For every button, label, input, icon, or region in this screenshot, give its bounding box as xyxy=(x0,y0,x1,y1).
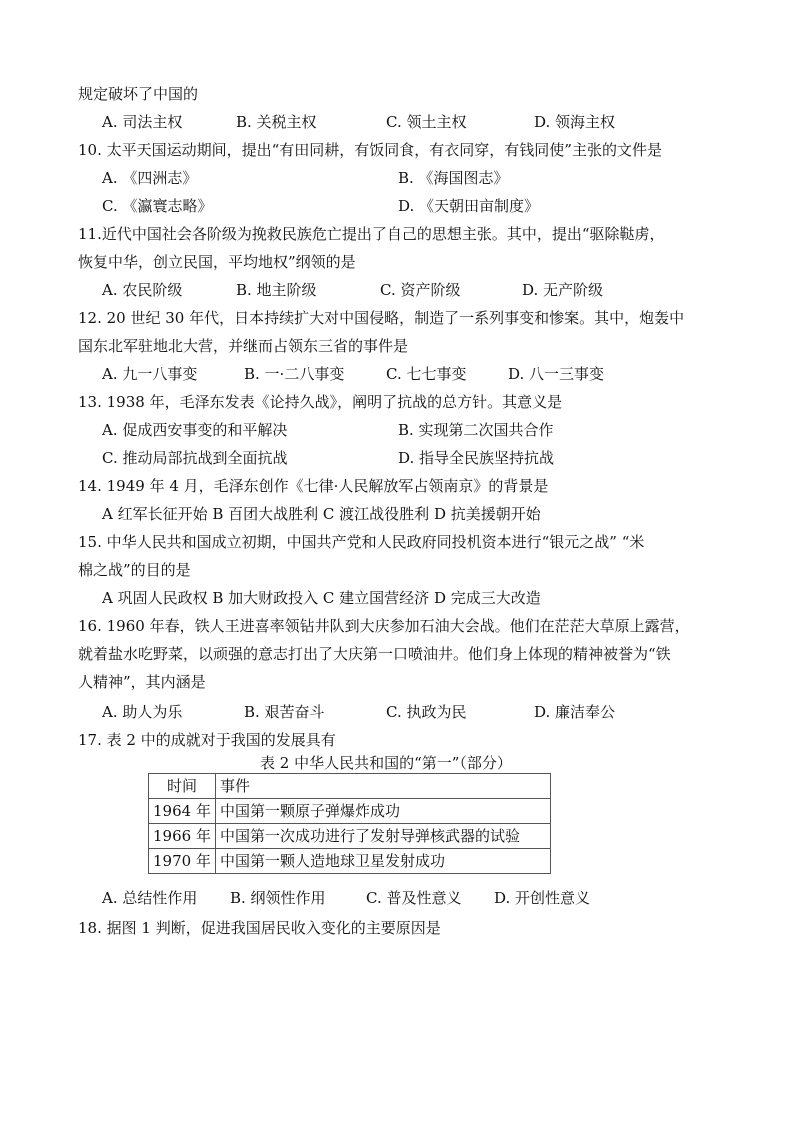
q16-stem-line2: 就着盐水吃野菜，以顽强的意志打出了大庆第一口喷油井。他们身上体现的精神被誉为“铁 xyxy=(78,645,671,663)
table-row xyxy=(149,824,551,849)
q9-option-c: C. 领土主权 xyxy=(386,113,467,131)
q13-stem: 13. 1938 年，毛泽东发表《论持久战》，阐明了抗战的总方针。其意义是 xyxy=(78,393,563,411)
q17-option-c: C. 普及性意义 xyxy=(366,889,462,907)
q15-stem-line1: 15. 中华人民共和国成立初期，中国共产党和人民政府同投机资本进行“银元之战” “米 xyxy=(78,533,645,551)
table-cell-event: 中国第一次成功进行了发射导弹核武器的试验 xyxy=(216,824,551,849)
table-cell-time: 1970 年 xyxy=(149,849,216,874)
q17-stem: 17. 表 2 中的成就对于我国的发展具有 xyxy=(78,731,336,749)
q9-option-d: D. 领海主权 xyxy=(534,113,616,131)
q12-stem-line2: 国东北军驻地北大营，并继而占领东三省的事件是 xyxy=(78,337,409,355)
table-row xyxy=(149,799,551,824)
table-cell-event: 中国第一颗人造地球卫星发射成功 xyxy=(216,849,551,874)
table-cell-time: 1966 年 xyxy=(149,824,216,849)
q12-option-c: C. 七七事变 xyxy=(386,365,467,383)
table2-caption: 表 2 中华人民共和国的“第一”（部分） xyxy=(260,754,512,772)
q10-stem: 10. 太平天国运动期间，提出“有田同耕，有饭同食，有衣同穿，有钱同使”主张的文件是 xyxy=(78,141,662,159)
table-header-cell: 事件 xyxy=(216,774,551,799)
table-cell-event: 中国第一颗原子弹爆炸成功 xyxy=(216,799,551,824)
q12-option-d: D. 八一三事变 xyxy=(508,365,605,383)
table-cell-time: 1964 年 xyxy=(149,799,216,824)
q18-stem: 18. 据图 1 判断，促进我国居民收入变化的主要原因是 xyxy=(78,919,441,937)
q11-option-b: B. 地主阶级 xyxy=(236,281,317,299)
q10-option-d: D. 《天朝田亩制度》 xyxy=(398,197,540,215)
q10-option-a: A. 《四洲志》 xyxy=(102,169,198,187)
q13-option-c: C. 推动局部抗战到全面抗战 xyxy=(102,449,288,467)
q17-option-d: D. 开创性意义 xyxy=(494,889,591,907)
q10-option-c: C. 《瀛寰志略》 xyxy=(102,197,213,215)
q11-option-a: A. 农民阶级 xyxy=(102,281,183,299)
q16-stem-line1: 16. 1960 年春，铁人王进喜率领钻井队到大庆参加石油大会战。他们在茫茫大草原上露营， xyxy=(78,617,690,635)
table-header-cell: 时间 xyxy=(149,774,216,799)
q16-option-a: A. 助人为乐 xyxy=(102,703,183,721)
q10-option-b: B. 《海国图志》 xyxy=(398,169,509,187)
q16-stem-line3: 人精神”，其内涵是 xyxy=(78,673,206,691)
q14-stem: 14. 1949 年 4 月，毛泽东创作《七律·人民解放军占领南京》的背景是 xyxy=(78,477,549,495)
q17-option-a: A. 总结性作用 xyxy=(102,889,198,907)
q16-option-d: D. 廉洁奉公 xyxy=(534,703,616,721)
q12-stem-line1: 12. 20 世纪 30 年代，日本持续扩大对中国侵略，制造了一系列事变和惨案。其中，炮轰中 xyxy=(78,309,685,327)
q15-options: A 巩固人民政权 B 加大财政投入 C 建立国营经济 D 完成三大改造 xyxy=(102,589,541,607)
table-row xyxy=(149,849,551,874)
q16-option-c: C. 执政为民 xyxy=(386,703,467,721)
q13-option-a: A. 促成西安事变的和平解决 xyxy=(102,421,288,439)
q9-stem-tail: 规定破坏了中国的 xyxy=(78,85,199,103)
q12-option-a: A. 九一八事变 xyxy=(102,365,198,383)
q11-stem-line2: 恢复中华，创立民国，平均地权”纲领的是 xyxy=(78,253,356,271)
q16-option-b: B. 艰苦奋斗 xyxy=(244,703,325,721)
q13-option-d: D. 指导全民族坚持抗战 xyxy=(398,449,555,467)
q17-option-b: B. 纲领性作用 xyxy=(230,889,326,907)
q14-options: A 红军长征开始 B 百团大战胜利 C 渡江战役胜利 D 抗美援朝开始 xyxy=(102,505,541,523)
table-header-row xyxy=(149,774,551,799)
q13-option-b: B. 实现第二次国共合作 xyxy=(398,421,554,439)
q9-option-a: A. 司法主权 xyxy=(102,113,183,131)
q11-stem-line1: 11.近代中国社会各阶级为挽救民族危亡提出了自己的思想主张。其中，提出“驱除鞑虏， xyxy=(78,225,665,243)
q11-option-c: C. 资产阶级 xyxy=(380,281,461,299)
q12-option-b: B. 一·二八事变 xyxy=(244,365,345,383)
q11-option-d: D. 无产阶级 xyxy=(522,281,604,299)
q15-stem-line2: 棉之战”的目的是 xyxy=(78,561,191,579)
table2 xyxy=(148,773,551,874)
q9-option-b: B. 关税主权 xyxy=(236,113,317,131)
